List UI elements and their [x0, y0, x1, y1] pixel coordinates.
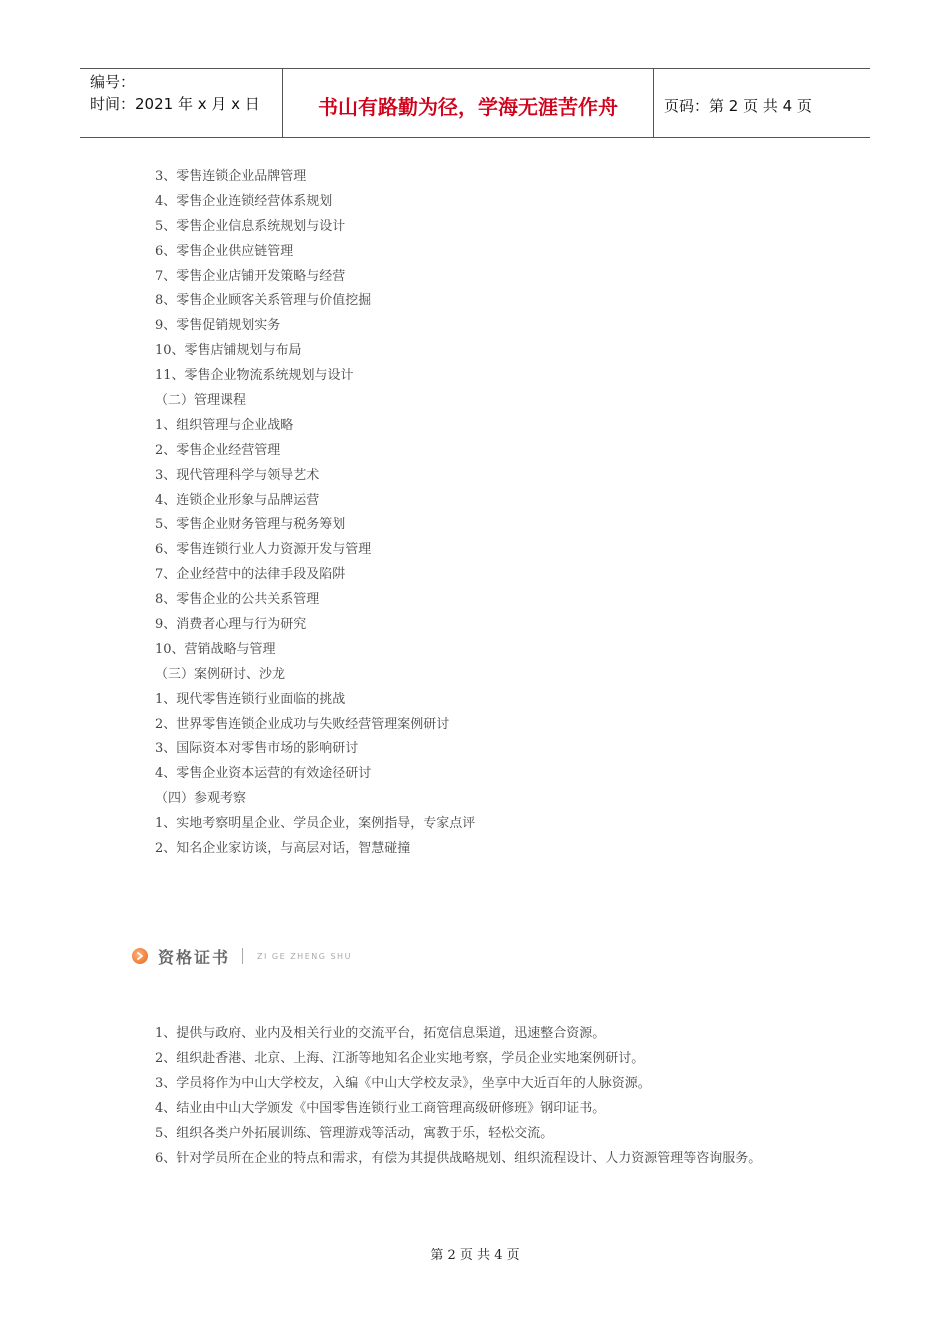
list-item: （二）管理课程 [155, 393, 247, 409]
time-label: 时间：2021 年 x 月 x 日 [90, 95, 260, 113]
header-page-info: 页码：第 2 页 共 4 页 [664, 96, 812, 115]
list-item: 2、世界零售连锁企业成功与失败经营管理案例研讨 [155, 716, 450, 732]
list-item: 3、国际资本对零售市场的影响研讨 [155, 741, 359, 757]
list-item: 4、零售企业连锁经营体系规划 [155, 193, 333, 209]
page-footer: 第 2 页 共 4 页 [430, 1248, 520, 1263]
list-item: 8、零售企业的公共关系管理 [155, 592, 320, 608]
list-item: 9、零售促销规划实务 [155, 318, 281, 334]
list-item: 7、零售企业店铺开发策略与经营 [155, 268, 346, 284]
section-title: 资格证书 [158, 947, 231, 967]
list-item: 4、连锁企业形象与品牌运营 [155, 492, 320, 508]
list-item: 5、零售企业财务管理与税务筹划 [155, 517, 346, 533]
list-item: （三）案例研讨、沙龙 [155, 666, 286, 682]
list-item: 4、结业由中山大学颁发《中国零售连锁行业工商管理高级研修班》钢印证书。 [155, 1101, 606, 1116]
list-item: 6、零售连锁行业人力资源开发与管理 [155, 542, 372, 558]
section-divider [242, 948, 243, 964]
list-item: 3、学员将作为中山大学校友，入编《中山大学校友录》，坐享中大近百年的人脉资源。 [155, 1076, 651, 1091]
list-item: 5、零售企业信息系统规划与设计 [155, 218, 346, 234]
list-item: 8、零售企业顾客关系管理与价值挖掘 [155, 293, 372, 309]
page-header [80, 68, 870, 138]
list-item: 5、组织各类户外拓展训练、管理游戏等活动，寓教于乐，轻松交流。 [155, 1126, 554, 1141]
list-item: 6、针对学员所在企业的特点和需求，有偿为其提供战略规划、组织流程设计、人力资源管理等咨询服务。 [155, 1151, 762, 1166]
header-meta [80, 69, 282, 137]
list-item: 1、实地考察明星企业、学员企业，案例指导，专家点评 [155, 816, 476, 832]
list-item: 1、组织管理与企业战略 [155, 417, 294, 433]
list-item: 4、零售企业资本运营的有效途径研讨 [155, 766, 372, 782]
certificate-list [155, 1021, 805, 1171]
list-item: 10、营销战略与管理 [155, 641, 276, 657]
list-item: 1、提供与政府、业内及相关行业的交流平台，拓宽信息渠道，迅速整合资源。 [155, 1026, 606, 1041]
list-item: 6、零售企业供应链管理 [155, 243, 294, 259]
arrow-right-circle-icon [132, 948, 148, 964]
list-item: 2、组织赴香港、北京、上海、江浙等地知名企业实地考察，学员企业实地案例研讨。 [155, 1051, 645, 1066]
list-item: 1、现代零售连锁行业面临的挑战 [155, 691, 346, 707]
certificate-section-header [132, 942, 352, 970]
list-item: 3、零售连锁企业品牌管理 [155, 169, 307, 184]
header-motto: 书山有路勤为径，学海无涯苦作舟 [282, 69, 654, 137]
list-item: 9、消费者心理与行为研究 [155, 617, 307, 633]
number-label: 编号： [90, 73, 136, 91]
list-item: 10、零售店铺规划与布局 [155, 343, 302, 359]
list-item: 2、零售企业经营管理 [155, 442, 281, 458]
list-item: 3、现代管理科学与领导艺术 [155, 467, 320, 483]
list-item: 7、企业经营中的法律手段及陷阱 [155, 567, 346, 583]
list-item: 11、零售企业物流系统规划与设计 [155, 368, 354, 384]
section-subtitle: ZI GE ZHENG SHU [257, 951, 352, 961]
list-item: 2、知名企业家访谈，与高层对话，智慧碰撞 [155, 841, 411, 857]
course-list [155, 165, 815, 862]
list-item: （四）参观考察 [155, 791, 247, 807]
